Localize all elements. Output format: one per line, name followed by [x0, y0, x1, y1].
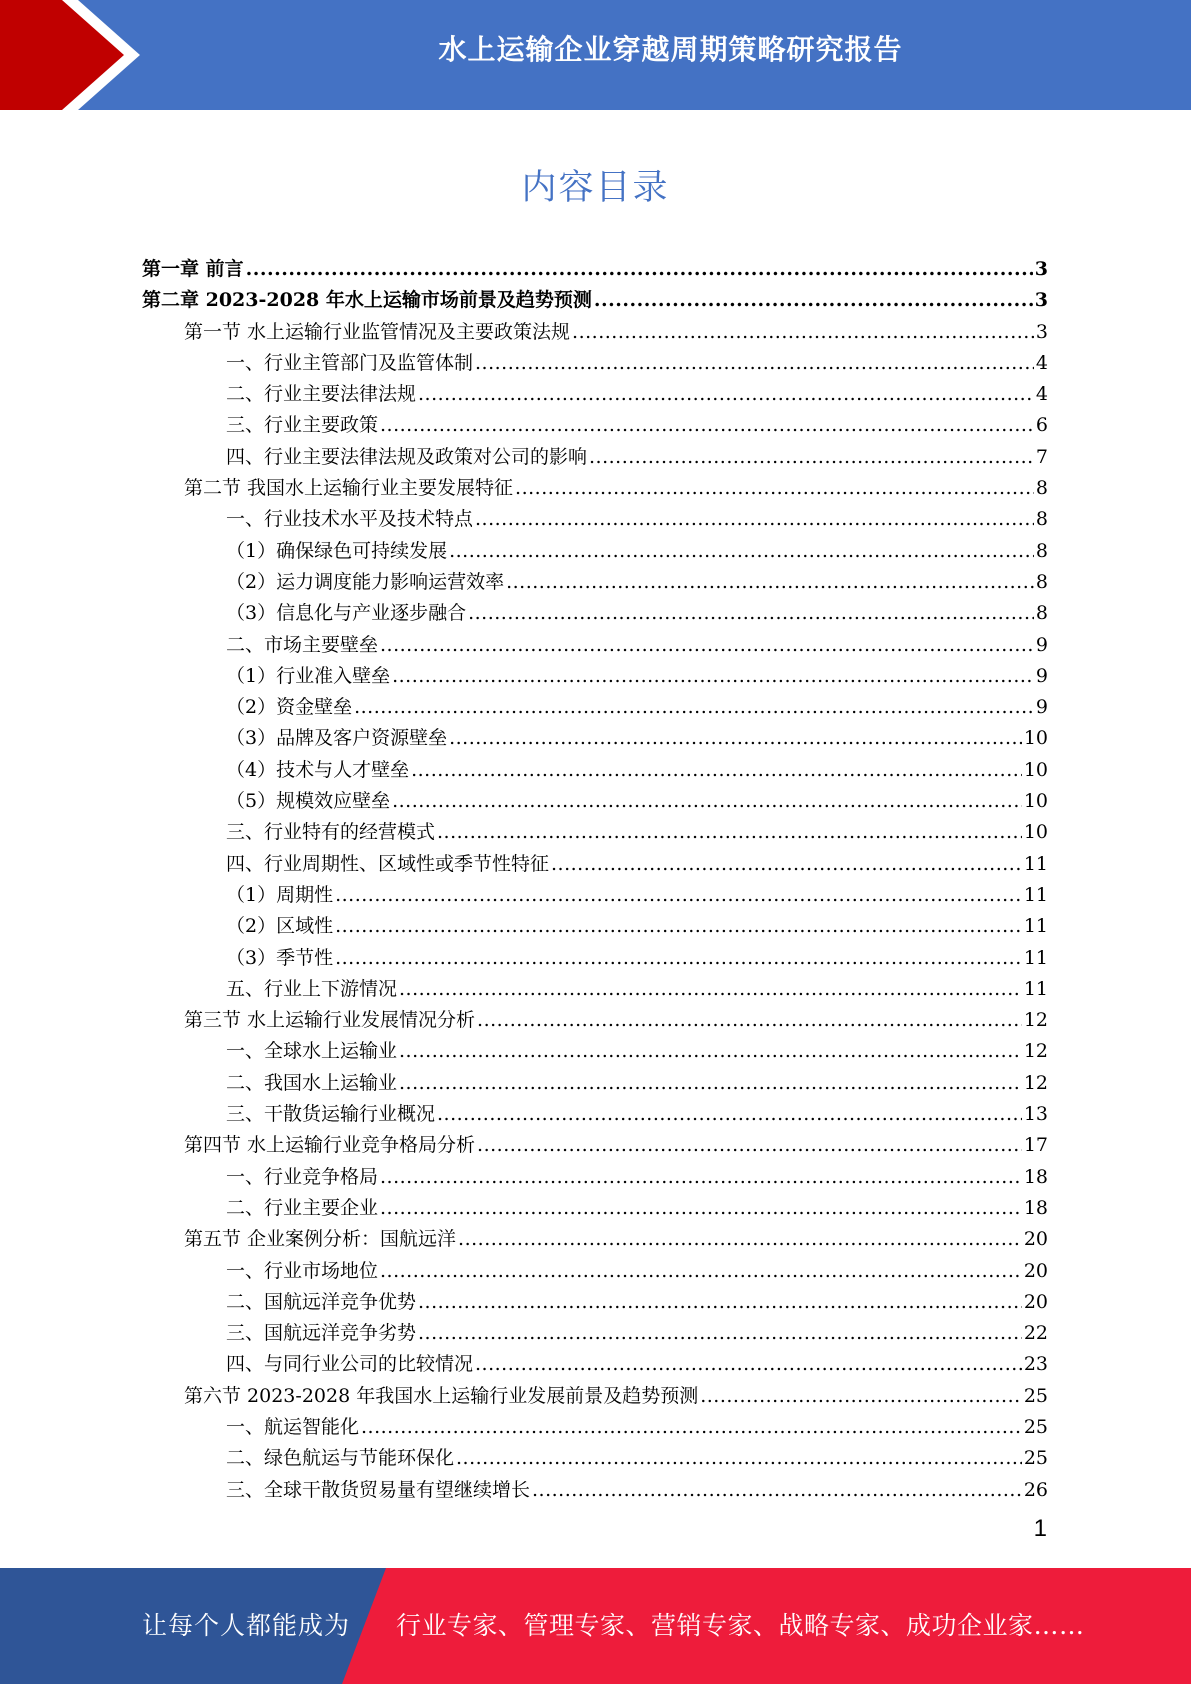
toc-entry-page: 20 [1023, 1228, 1048, 1251]
toc-dot-leader [399, 1068, 1022, 1099]
toc-entry-label: 二、国航远洋竞争优势 [226, 1290, 417, 1313]
toc-entry-page: 9 [1035, 633, 1048, 656]
toc-entry-page: 12 [1023, 1009, 1048, 1032]
toc-dot-leader [572, 317, 1034, 348]
toc-entry[interactable] [142, 504, 1048, 535]
toc-entry[interactable] [142, 1256, 1048, 1287]
toc-entry-label: 一、航运智能化 [226, 1415, 360, 1438]
toc-entry[interactable] [142, 1130, 1048, 1161]
toc-entry-page: 23 [1023, 1353, 1048, 1376]
toc-dot-leader [468, 598, 1034, 629]
toc-entry[interactable] [142, 598, 1048, 629]
toc-dot-leader [418, 1318, 1022, 1349]
toc-entry-page: 18 [1023, 1165, 1048, 1188]
toc-entry-page: 11 [1023, 852, 1048, 875]
toc-entry-page: 12 [1023, 1071, 1048, 1094]
toc-entry-page: 10 [1023, 727, 1048, 750]
toc-entry-page: 11 [1023, 946, 1048, 969]
toc-entry[interactable] [142, 1287, 1048, 1318]
toc-dot-leader [477, 1130, 1022, 1161]
toc-entry-page: 25 [1023, 1415, 1048, 1438]
toc-entry-label: （1）确保绿色可持续发展 [226, 539, 448, 562]
toc-entry[interactable] [142, 911, 1048, 942]
toc-dot-leader [392, 661, 1034, 692]
toc-entry-label: 三、行业主要政策 [226, 414, 379, 437]
toc-entry[interactable] [142, 1036, 1048, 1067]
toc-entry[interactable] [142, 317, 1048, 348]
toc-entry-label: 一、行业技术水平及技术特点 [226, 508, 474, 531]
toc-entry[interactable] [142, 285, 1048, 316]
toc-entry-label: 二、我国水上运输业 [226, 1071, 398, 1094]
toc-entry-page: 10 [1023, 790, 1048, 813]
toc-entry-page: 3 [1034, 289, 1048, 312]
toc-entry-page: 9 [1035, 664, 1048, 687]
toc-dot-leader [700, 1381, 1022, 1412]
toc-dot-leader [477, 1005, 1022, 1036]
toc-dot-leader [380, 1162, 1022, 1193]
toc-dot-leader [449, 536, 1034, 567]
toc-entry-page: 11 [1023, 883, 1048, 906]
toc-entry-label: 第四节 水上运输行业竞争格局分析 [184, 1134, 476, 1157]
toc-entry-page: 12 [1023, 1040, 1048, 1063]
toc-entry[interactable] [142, 1224, 1048, 1255]
toc-entry[interactable] [142, 786, 1048, 817]
toc-entry-label: 第六节 2023-2028 年我国水上运输行业发展前景及趋势预测 [184, 1384, 699, 1407]
toc-entry-label: （3）品牌及客户资源壁垒 [226, 727, 448, 750]
toc-entry[interactable] [142, 348, 1048, 379]
toc-entry-page: 11 [1023, 915, 1048, 938]
toc-dot-leader [437, 1099, 1022, 1130]
toc-entry-page: 6 [1035, 414, 1048, 437]
toc-entry[interactable] [142, 1099, 1048, 1130]
toc-entry-label: 第五节 企业案例分析：国航远洋 [184, 1228, 457, 1251]
toc-dot-leader [594, 285, 1033, 316]
toc-entry[interactable] [142, 567, 1048, 598]
toc-entry-label: 四、行业周期性、区域性或季节性特征 [226, 852, 550, 875]
toc-entry-label: 四、行业主要法律法规及政策对公司的影响 [226, 445, 588, 468]
toc-entry-label: 三、干散货运输行业概况 [226, 1103, 436, 1126]
toc-entry-label: 第二章 2023-2028 年水上运输市场前景及趋势预测 [142, 289, 592, 312]
toc-entry-page: 20 [1023, 1290, 1048, 1313]
toc-dot-leader [335, 911, 1022, 942]
toc-entry[interactable] [142, 661, 1048, 692]
toc-entry[interactable] [142, 849, 1048, 880]
toc-entry-page: 8 [1035, 508, 1048, 531]
toc-entry-label: （3）季节性 [226, 946, 334, 969]
toc-entry-page: 4 [1035, 351, 1048, 374]
toc-entry-page: 10 [1023, 821, 1048, 844]
toc-entry[interactable] [142, 817, 1048, 848]
page-number: 1 [1033, 1515, 1047, 1542]
toc-entry-label: 二、行业主要企业 [226, 1196, 379, 1219]
header-title: 水上运输企业穿越周期策略研究报告 [438, 33, 903, 66]
toc-entry-label: 一、行业主管部门及监管体制 [226, 351, 474, 374]
toc-entry-page: 11 [1023, 977, 1048, 1000]
toc-dot-leader [458, 1224, 1022, 1255]
toc-dot-leader [532, 1475, 1022, 1506]
toc-entry-label: 二、绿色航运与节能环保化 [226, 1447, 455, 1470]
toc-title: 内容目录 [521, 168, 670, 208]
toc-entry[interactable] [142, 1381, 1048, 1412]
toc-entry-page: 8 [1035, 602, 1048, 625]
toc-entry-label: 三、行业特有的经营模式 [226, 821, 436, 844]
toc-entry-label: 第一节 水上运输行业监管情况及主要政策法规 [184, 320, 571, 343]
toc-entry-label: 五、行业上下游情况 [226, 977, 398, 1000]
toc-dot-leader [456, 1443, 1022, 1474]
toc-entry[interactable] [142, 1162, 1048, 1193]
toc-dot-leader [437, 817, 1022, 848]
toc-dot-leader [475, 348, 1034, 379]
toc-entry-label: （4）技术与人才壁垒 [226, 758, 410, 781]
toc-entry[interactable] [142, 1349, 1048, 1380]
toc-dot-leader [515, 473, 1034, 504]
toc-dot-leader [380, 630, 1034, 661]
toc-dot-leader [411, 755, 1022, 786]
toc-entry[interactable] [142, 1475, 1048, 1506]
toc-entry-label: 四、与同行业公司的比较情况 [226, 1353, 474, 1376]
toc-dot-leader [475, 504, 1034, 535]
toc-dot-leader [392, 786, 1022, 817]
toc-entry[interactable] [142, 1318, 1048, 1349]
toc-entry-page: 8 [1035, 477, 1048, 500]
toc-entry-label: 一、行业竞争格局 [226, 1165, 379, 1188]
toc-entry-label: 第一章 前言 [142, 258, 244, 280]
toc-entry[interactable] [142, 692, 1048, 723]
toc-entry-label: 一、全球水上运输业 [226, 1040, 398, 1063]
toc-entry-label: （2）资金壁垒 [226, 696, 353, 719]
toc-entry-label: 一、行业市场地位 [226, 1259, 379, 1282]
footer-slogan-right: 行业专家、管理专家、营销专家、战略专家、成功企业家…… [396, 1611, 1085, 1640]
toc-entry-page: 10 [1023, 758, 1048, 781]
toc-entry[interactable] [142, 880, 1048, 911]
toc-entry-label: （5）规模效应壁垒 [226, 790, 391, 813]
toc-entry-page: 8 [1035, 539, 1048, 562]
table-of-contents [142, 254, 1048, 1506]
toc-entry-label: （2）区域性 [226, 915, 334, 938]
toc-entry-page: 22 [1023, 1322, 1048, 1345]
toc-entry-page: 18 [1023, 1196, 1048, 1219]
toc-entry-page: 3 [1034, 258, 1048, 280]
toc-entry[interactable] [142, 254, 1048, 285]
toc-entry-page: 17 [1023, 1134, 1048, 1157]
toc-dot-leader [380, 410, 1034, 441]
toc-entry-label: （2）运力调度能力影响运营效率 [226, 570, 505, 593]
toc-entry-label: （1）周期性 [226, 883, 334, 906]
toc-dot-leader [589, 442, 1034, 473]
toc-entry-label: 二、市场主要壁垒 [226, 633, 379, 656]
toc-dot-leader [354, 692, 1034, 723]
toc-entry[interactable] [142, 536, 1048, 567]
toc-entry-label: （1）行业准入壁垒 [226, 664, 391, 687]
toc-dot-leader [418, 1287, 1022, 1318]
toc-dot-leader [399, 974, 1022, 1005]
toc-entry-page: 4 [1035, 383, 1048, 406]
toc-dot-leader [335, 880, 1022, 911]
toc-dot-leader [418, 379, 1034, 410]
toc-entry-page: 8 [1035, 570, 1048, 593]
toc-dot-leader [361, 1412, 1022, 1443]
toc-entry-page: 3 [1035, 320, 1048, 343]
header-red-block [0, 0, 70, 110]
toc-entry-page: 7 [1035, 445, 1048, 468]
toc-entry[interactable] [142, 1068, 1048, 1099]
toc-entry[interactable] [142, 442, 1048, 473]
toc-entry[interactable] [142, 1412, 1048, 1443]
toc-entry-page: 13 [1023, 1103, 1048, 1126]
toc-dot-leader [380, 1256, 1022, 1287]
toc-entry-label: （3）信息化与产业逐步融合 [226, 602, 467, 625]
toc-entry-label: 三、国航远洋竞争劣势 [226, 1322, 417, 1345]
toc-entry[interactable] [142, 630, 1048, 661]
toc-entry-label: 第三节 水上运输行业发展情况分析 [184, 1009, 476, 1032]
toc-entry-label: 二、行业主要法律法规 [226, 383, 417, 406]
toc-entry[interactable] [142, 1193, 1048, 1224]
toc-entry-label: 第二节 我国水上运输行业主要发展特征 [184, 477, 514, 500]
toc-entry-page: 9 [1035, 696, 1048, 719]
toc-entry[interactable] [142, 974, 1048, 1005]
toc-dot-leader [551, 849, 1022, 880]
toc-entry-page: 25 [1023, 1447, 1048, 1470]
toc-dot-leader [506, 567, 1034, 598]
toc-entry[interactable] [142, 473, 1048, 504]
toc-dot-leader [335, 943, 1022, 974]
header-chevron-icon [62, 0, 152, 110]
toc-dot-leader [475, 1349, 1022, 1380]
toc-entry-page: 25 [1023, 1384, 1048, 1407]
toc-entry[interactable] [142, 410, 1048, 441]
footer-slogan-left: 让每个人都能成为 [142, 1611, 351, 1640]
toc-dot-leader [399, 1036, 1022, 1067]
toc-entry[interactable] [142, 723, 1048, 754]
header-banner [0, 0, 1191, 110]
toc-dot-leader [449, 723, 1022, 754]
toc-dot-leader [380, 1193, 1022, 1224]
toc-entry[interactable] [142, 1005, 1048, 1036]
footer-banner [0, 1568, 1191, 1684]
toc-entry-page: 20 [1023, 1259, 1048, 1282]
toc-entry[interactable] [142, 379, 1048, 410]
toc-entry[interactable] [142, 943, 1048, 974]
toc-entry[interactable] [142, 1443, 1048, 1474]
toc-entry-label: 三、全球干散货贸易量有望继续增长 [226, 1478, 531, 1501]
toc-entry-page: 26 [1023, 1478, 1048, 1501]
toc-entry[interactable] [142, 755, 1048, 786]
toc-dot-leader [246, 254, 1033, 285]
